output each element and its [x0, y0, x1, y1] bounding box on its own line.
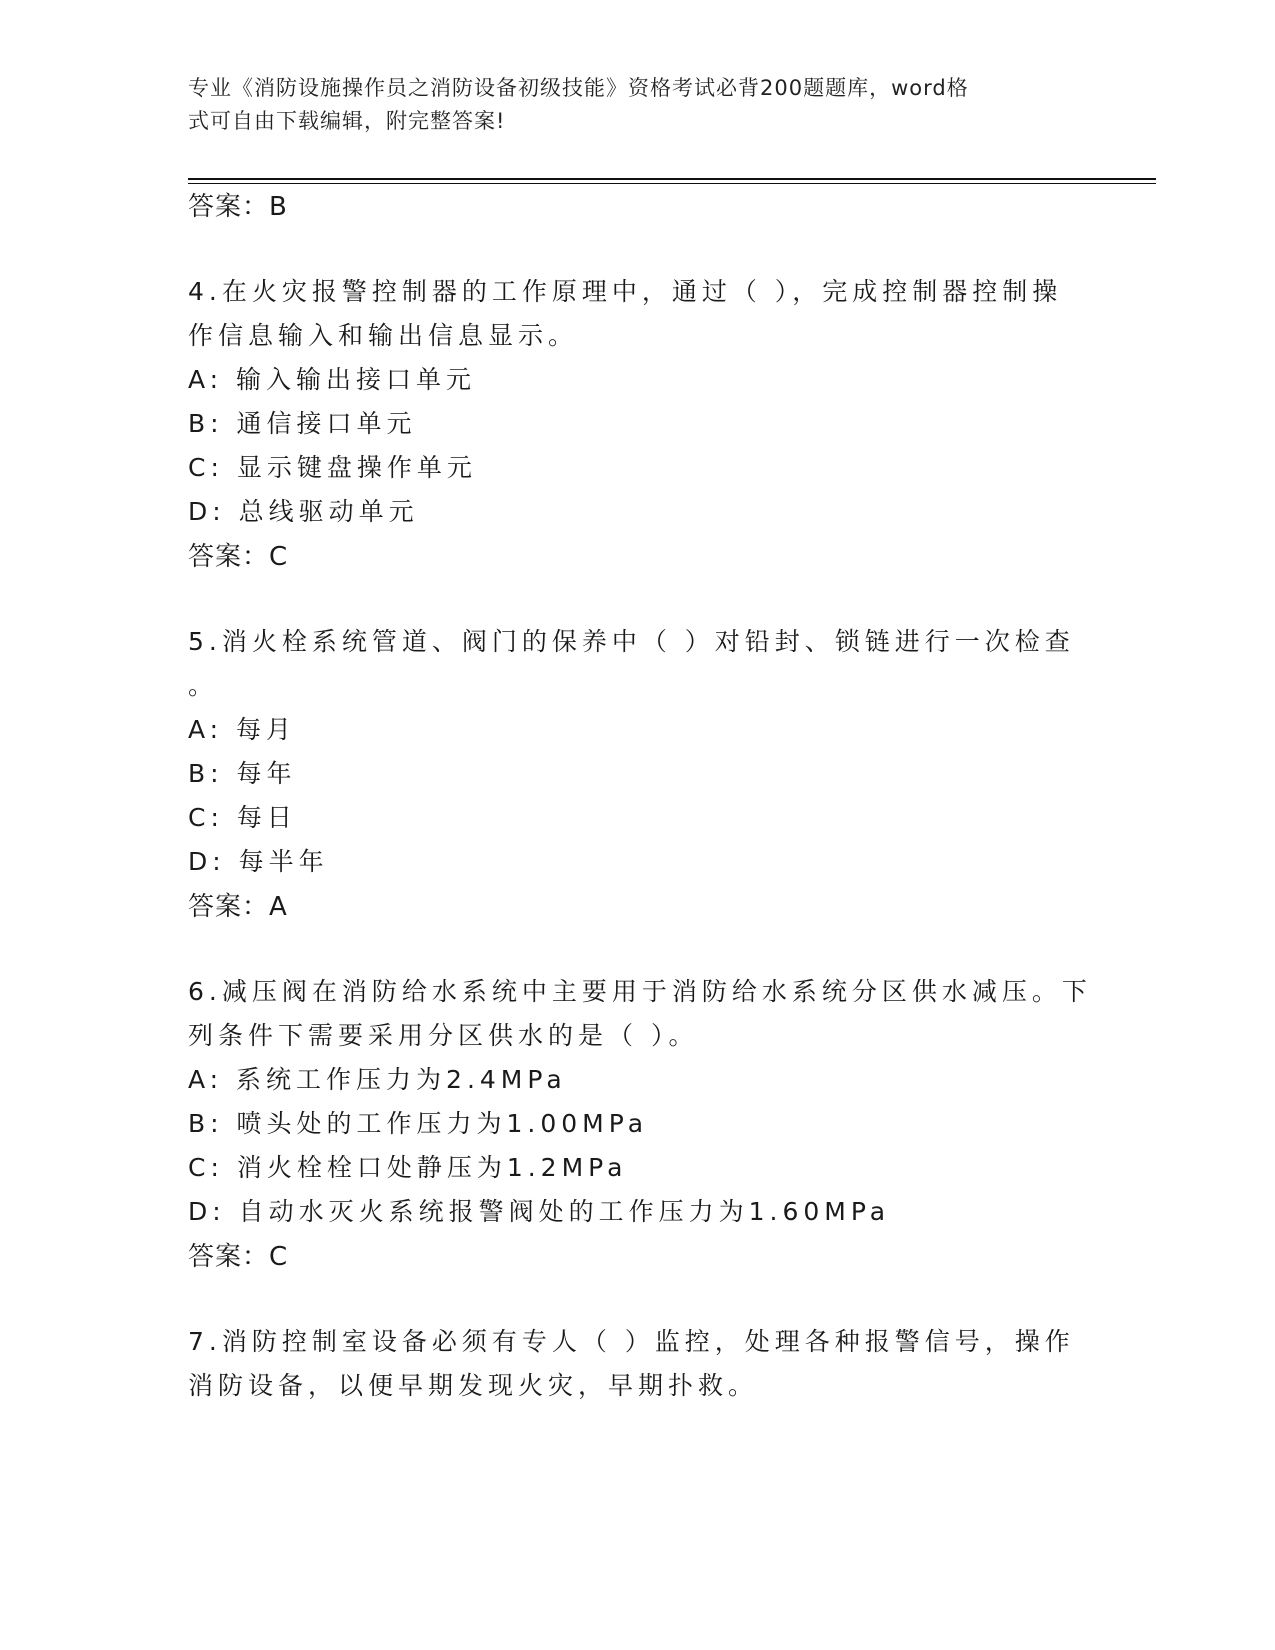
question-6-line-2: 列条件下需要采用分区供水的是（ ）。 [188, 1021, 699, 1050]
header-divider-thick [188, 178, 1156, 180]
header-divider-thin [188, 183, 1156, 184]
header-line-2: 式可自由下载编辑，附完整答案! [188, 109, 506, 133]
question-4-line-2: 作信息输入和输出信息显示。 [188, 321, 579, 350]
question-4-option-d: D: 总线驱动单元 [188, 497, 419, 526]
answer-q6: 答案：C [188, 1242, 289, 1272]
question-4-option-a: A: 输入输出接口单元 [188, 365, 477, 394]
question-7-line-2: 消防设备，以便早期发现火灾，早期扑救。 [188, 1371, 759, 1400]
question-5-option-b: B: 每年 [188, 759, 297, 788]
header-line-1: 专业《消防设施操作员之消防设备初级技能》资格考试必背200题题库，word格 [188, 76, 969, 100]
answer-q5: 答案：A [188, 892, 288, 922]
question-5-option-d: D: 每半年 [188, 847, 329, 876]
question-4-option-c: C: 显示键盘操作单元 [188, 453, 477, 482]
answer-q3: 答案：B [188, 192, 288, 222]
question-4-line-1: 4.在火灾报警控制器的工作原理中，通过（ ），完成控制器控制操 [188, 277, 1063, 306]
document-header [188, 72, 1068, 138]
question-5-line-1: 5.消火栓系统管道、阀门的保养中（ ）对铅封、锁链进行一次检查 [188, 627, 1075, 656]
question-6-option-c: C: 消火栓栓口处静压为1.2MPa [188, 1153, 628, 1182]
question-6-line-1: 6.减压阀在消防给水系统中主要用于消防给水系统分区供水减压。下 [188, 977, 1092, 1006]
question-5-line-2: 。 [188, 671, 219, 700]
answer-q4: 答案：C [188, 542, 289, 572]
question-5-option-a: A: 每月 [188, 715, 297, 744]
question-6-option-a: A: 系统工作压力为2.4MPa [188, 1065, 567, 1094]
question-5-option-c: C: 每日 [188, 803, 297, 832]
question-6-option-d: D: 自动水灭火系统报警阀处的工作压力为1.60MPa [188, 1197, 891, 1226]
question-4-option-b: B: 通信接口单元 [188, 409, 417, 438]
question-6-option-b: B: 喷头处的工作压力为1.00MPa [188, 1109, 649, 1138]
question-7-line-1: 7.消防控制室设备必须有专人（ ）监控，处理各种报警信号，操作 [188, 1327, 1075, 1356]
